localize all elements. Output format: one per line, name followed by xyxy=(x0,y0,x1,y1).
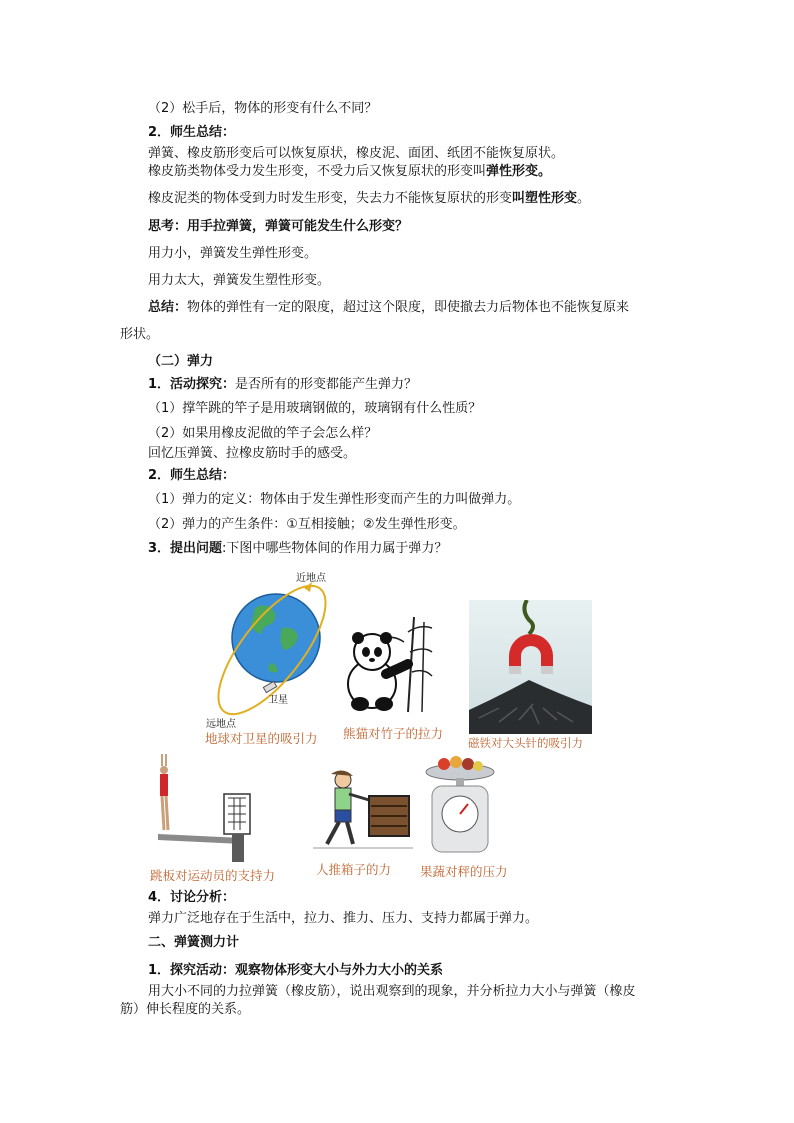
diver-svg xyxy=(148,752,260,862)
diver-caption: 跳板对运动员的支持力 xyxy=(150,868,276,883)
condition-line: （2）弹力的产生条件：①互相接触；②发生弹性形变。 xyxy=(148,517,466,532)
summary-line-3-text: 橡皮泥类的物体受到力时发生形变，失去力不能恢复原状的形变 xyxy=(148,191,513,206)
panda-figure xyxy=(342,612,437,717)
scale-svg xyxy=(424,752,496,856)
perigee-label: 近地点 xyxy=(296,573,326,584)
summary-line-3 xyxy=(148,190,590,208)
think-question: 思考：用手拉弹簧，弹簧可能发生什么形变？ xyxy=(148,219,409,234)
conclusion-label: 总结： xyxy=(148,300,188,315)
inquiry-activity-heading: 1．探究活动：观察物体形变大小与外力大小的关系 xyxy=(148,963,444,978)
earth-satellite-caption: 地球对卫星的吸引力 xyxy=(205,731,318,746)
diver-figure xyxy=(148,752,260,862)
scale-caption: 果蔬对秤的压力 xyxy=(420,864,508,879)
definition-line: （1）弹力的定义：物体由于发生弹性形变而产生的力叫做弹力。 xyxy=(148,492,521,507)
magnet-caption: 磁铁对大头针的吸引力 xyxy=(468,736,583,750)
answer-line-1: 用力小，弹簧发生弹性形变。 xyxy=(148,246,318,261)
summary-line-2 xyxy=(148,163,551,181)
section-heading-spring-scale: 二、弹簧测力计 xyxy=(148,935,240,950)
summary-line-2-text: 橡皮筋类物体受力发生形变，不受力后又恢复原状的形变叫 xyxy=(148,164,487,179)
conclusion-line xyxy=(148,299,629,317)
summary-line-3-end: 。 xyxy=(577,191,591,206)
panda-svg xyxy=(342,612,437,717)
section-heading-teacher-summary: 2．师生总结： xyxy=(148,125,236,140)
activity-question-1: （1）撑竿跳的竿子是用玻璃钢做的，玻璃钢有什么性质？ xyxy=(148,401,482,416)
elastic-deformation-term: 弹性形变。 xyxy=(486,164,552,179)
summary-line-1: 弹簧、橡皮筋形变后可以恢复原状，橡皮泥、面团、纸团不能恢复原状。 xyxy=(148,146,565,161)
question-prompt-label: 3．提出问题 xyxy=(148,541,223,556)
answer-line-2: 用力太大，弹簧发生塑性形变。 xyxy=(148,273,331,288)
push-box-figure xyxy=(313,770,413,855)
scale-figure xyxy=(424,752,496,856)
question-prompt-text: :下图中哪些物体间的作用力属于弹力？ xyxy=(222,541,448,556)
satellite-label: 卫星 xyxy=(268,695,288,706)
panda-caption: 熊猫对竹子的拉力 xyxy=(343,726,444,741)
earth-satellite-figure xyxy=(200,568,340,733)
section-heading-teacher-summary-2: 2．师生总结： xyxy=(148,468,236,483)
activity-line xyxy=(148,376,417,394)
conclusion-text: 物体的弹性有一定的限度，超过这个限度，即使撤去力后物体也不能恢复原来 xyxy=(187,300,630,315)
activity-text: 是否所有的形变都能产生弹力？ xyxy=(235,377,418,392)
discussion-text: 弹力广泛地存在于生活中，拉力、推力、压力、支持力都属于弹力。 xyxy=(148,911,539,926)
plastic-deformation-term: 叫塑性形变 xyxy=(512,191,578,206)
question-line-2: （2）松手后，物体的形变有什么不同？ xyxy=(148,101,378,116)
discussion-heading: 4．讨论分析： xyxy=(148,890,236,905)
magnet-svg xyxy=(469,600,592,734)
recall-line: 回忆压弹簧、拉橡皮筋时手的感受。 xyxy=(148,446,357,461)
magnet-figure xyxy=(469,600,592,734)
conclusion-line-cont: 形状。 xyxy=(120,327,160,342)
push-box-caption: 人推箱子的力 xyxy=(316,862,392,877)
question-prompt-line xyxy=(148,540,447,558)
activity-question-2: （2）如果用橡皮泥做的竿子会怎么样？ xyxy=(148,426,378,441)
inquiry-text-line-2: 筋）伸长程度的关系。 xyxy=(120,1002,251,1017)
section-heading-elastic-force: （二）弹力 xyxy=(148,354,214,369)
apogee-label: 远地点 xyxy=(206,719,236,730)
push-box-svg xyxy=(313,770,413,855)
inquiry-text-line-1: 用大小不同的力拉弹簧（橡皮筋），说出观察到的现象，并分析拉力大小与弹簧（橡皮 xyxy=(148,984,636,999)
activity-label: 1．活动探究： xyxy=(148,377,236,392)
